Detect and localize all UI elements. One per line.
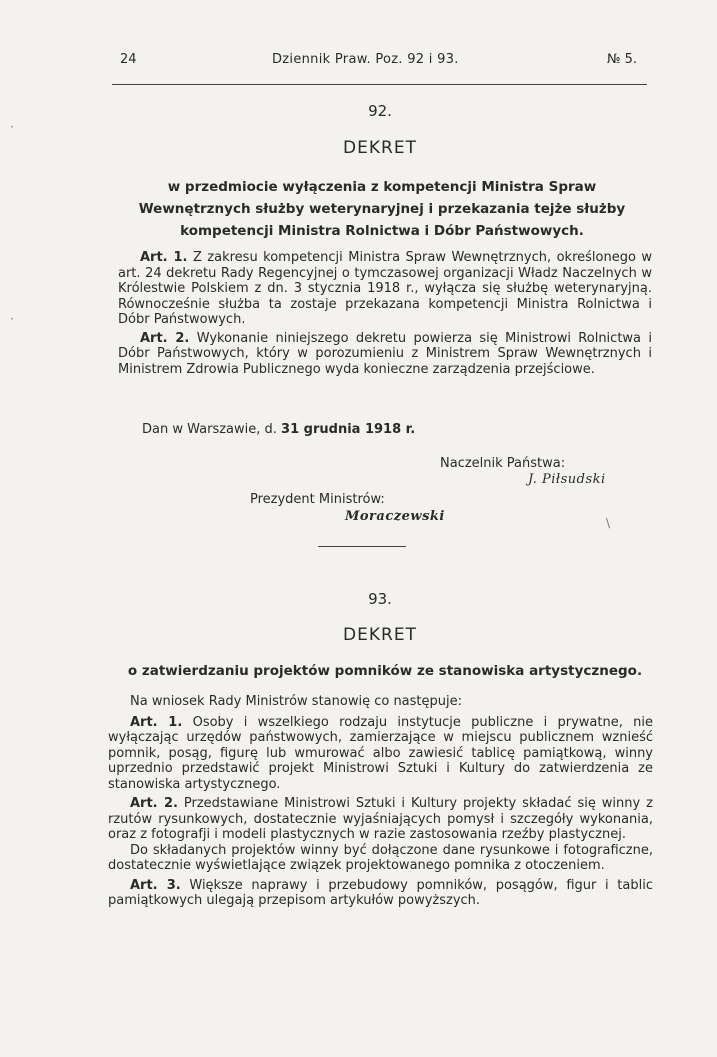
article-label: Art. 2. — [130, 796, 178, 811]
speck-mark: · — [10, 120, 14, 134]
decree-93-article-3 — [108, 878, 653, 909]
decree-93-article-1 — [108, 715, 653, 793]
prime-minister-label: Prezydent Ministrów: — [250, 492, 385, 507]
article-label: Art. 2. — [140, 330, 190, 346]
decree-93-articles — [108, 694, 653, 909]
date: 31 grudnia 1918 r. — [281, 422, 416, 437]
article-text: Przedstawiane Ministrowi Sztuki i Kultury projekty składać się winny z rzutów rysunkowych, dostatecznie wyjaśniających pomysł i szczegóły wykonania, oraz z fotografji i modeli plastycznych w razie zastosowania rzeźby plastycznej. — [108, 796, 653, 842]
issue-number: № 5. — [606, 52, 637, 67]
page-number: 24 — [120, 52, 137, 67]
decree-93-subject: o zatwierdzaniu projektów pomników ze stanowiska artystycznego. — [127, 663, 643, 679]
decree-92-article-1 — [118, 250, 652, 328]
place-date — [142, 422, 415, 437]
decree-92-number: 92. — [368, 102, 392, 120]
section-divider — [318, 546, 406, 547]
decree-93-number: 93. — [368, 590, 392, 608]
decree-93-article-2-continued: Do składanych projektów winny być dołączone dane rysunkowe i fotograficzne, dostatecznie wyświetlające związek projektowanego pomnika z otoczeniem. — [108, 842, 653, 873]
article-label: Art. 1. — [130, 714, 183, 730]
running-header — [112, 52, 647, 72]
place-date-prefix: Dan w Warszawie, d. — [142, 422, 277, 437]
article-text: Osoby i wszelkiego rodzaju instytucje publiczne i prywatne, nie wyłączając urzędów państwowych, zamierzające w miejscu publicznem wznieść pomnik, posąg, figurę lub wmurować albo zawiesić tablicę pamiątkową, winny uprzednio przedstawić projekt Ministrowi Sztuki i Kultury do zatwierdzenia ze stanowiska artystycznego. — [108, 714, 653, 792]
header-rule — [112, 84, 647, 85]
speck-mark: · — [10, 312, 14, 326]
article-text: Większe naprawy i przebudowy pomników, posągów, figur i tablic pamiątkowych ulegają przepisom artykułów powyższych. — [108, 877, 653, 908]
decree-92-heading: DEKRET — [343, 138, 417, 158]
decree-92-articles — [118, 250, 652, 377]
prime-minister-signature: Moraczewski — [345, 509, 445, 524]
journal-title: Dziennik Praw. Poz. 92 i 93. — [272, 52, 459, 67]
decree-92-subject: w przedmiocie wyłączenia z kompetencji Ministra Spraw Wewnętrznych służby weterynaryjnej i przekazania tejże służby kompetencji Ministra Rolnictwa i Dóbr Państwowych. — [138, 179, 626, 239]
chief-of-state-signature: J. Piłsudski — [528, 472, 606, 487]
decree-93-intro: Na wniosek Rady Ministrów stanowię co następuje: — [130, 694, 463, 709]
article-label: Art. 3. — [130, 877, 181, 893]
article-text: Wykonanie niniejszego dekretu powierza się Ministrowi Rolnictwa i Dóbr Państwowych, który w porozumieniu z Ministrem Spraw Wewnętrznych i Ministrem Zdrowia Publicznego wyda konieczne zarządzenia przejściowe. — [118, 330, 652, 377]
decree-93-article-2 — [108, 796, 653, 843]
chief-of-state-label: Naczelnik Państwa: — [440, 456, 566, 471]
article-label: Art. 1. — [140, 250, 188, 265]
decree-93-heading: DEKRET — [343, 625, 417, 645]
decree-92-article-2 — [118, 331, 652, 378]
article-text: Z zakresu kompetencji Ministra Spraw Wewnętrznych, określonego w art. 24 dekretu Rady Regencyjnej o tymczasowej organizacji Władz Naczelnych w Królestwie Polskiem z dn. 3 stycznia 1918 r., wyłącza się służbę weterynaryjną. Równocześnie służba ta zostaje przekazana kompetencji Ministra Rolnictwa i Dóbr Państwowych. — [118, 250, 653, 327]
speck-mark: \ — [606, 516, 611, 530]
